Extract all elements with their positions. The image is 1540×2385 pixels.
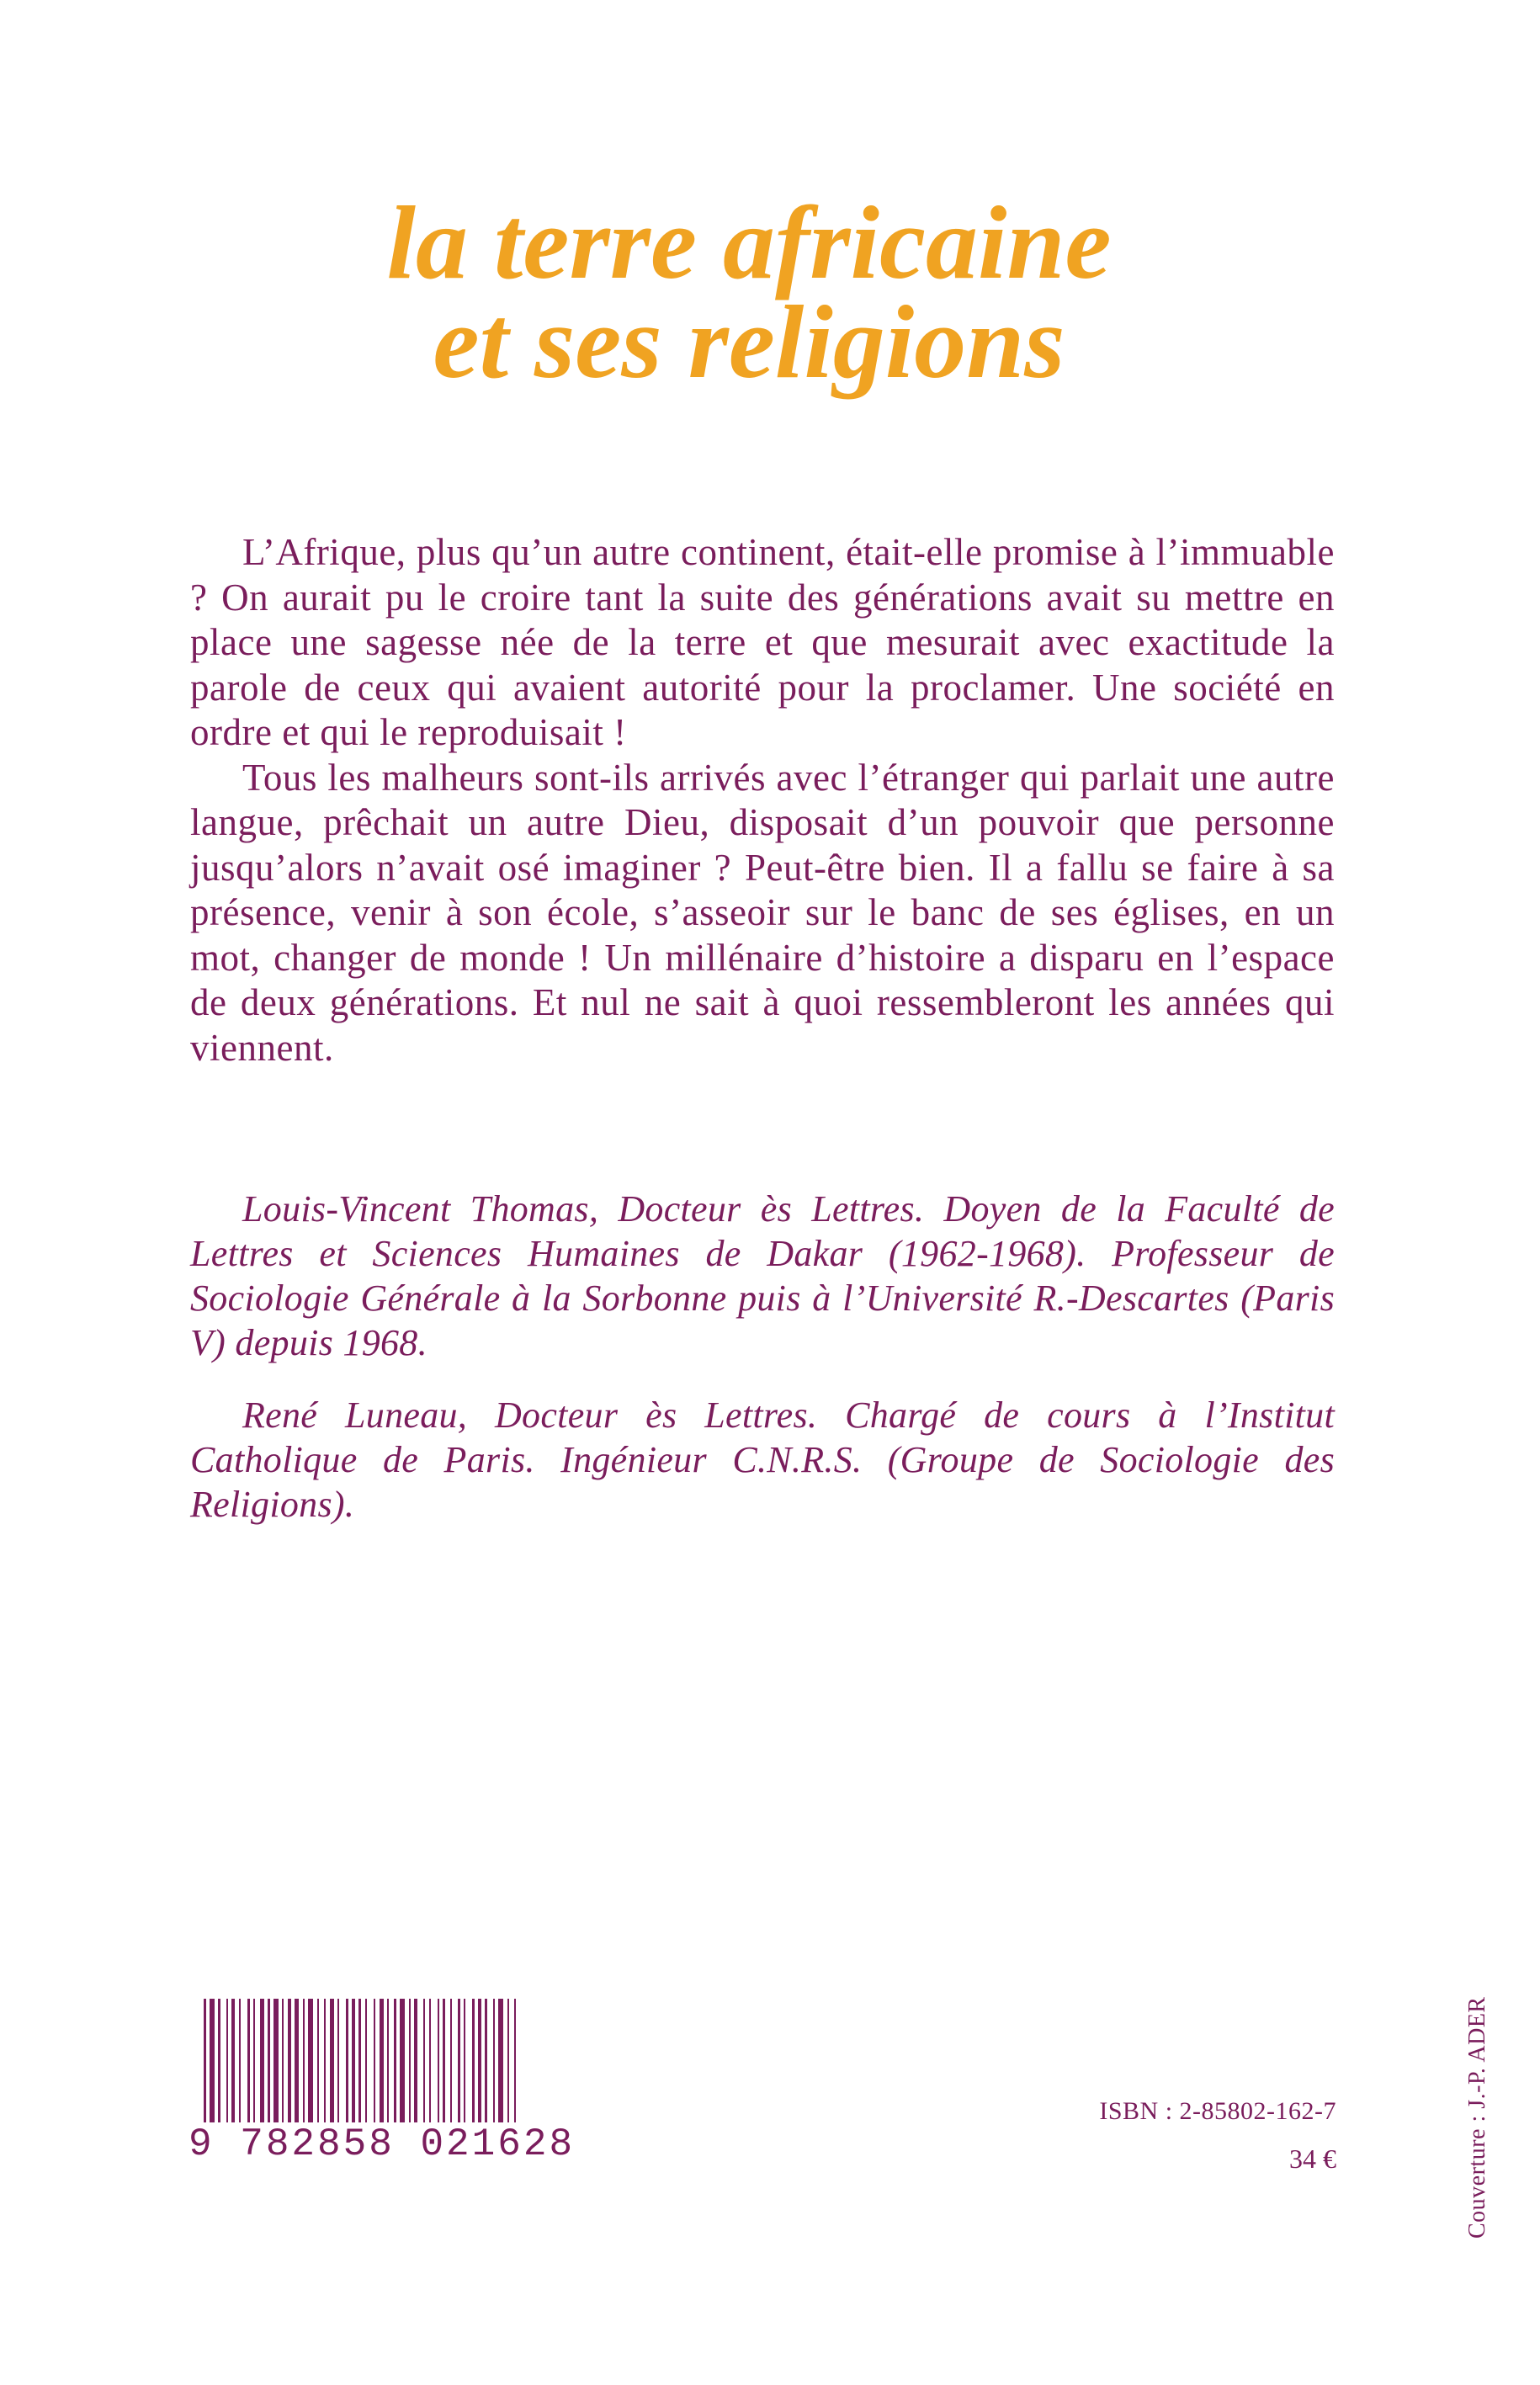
barcode-bar <box>303 1999 305 2125</box>
author-bio-thomas: Louis-Vincent Thomas, Docteur ès Lettres. Doyen de la Faculté de Lettres et Sciences Humaines de Dakar (1962-1968). Professeur de Sociologie Générale à la Sorbonne puis à l’Université R.-Descartes (Paris V) depuis 1968. <box>190 1188 1335 1363</box>
barcode-bar <box>400 1999 405 2125</box>
barcode-bar <box>247 1999 250 2125</box>
barcode-bar <box>308 1999 313 2125</box>
price: 34 € <box>1289 2143 1336 2174</box>
cover-credit: Couverture : J.-P. ADER <box>1464 1996 1490 2239</box>
barcode-bar <box>380 1999 384 2125</box>
barcode-bar <box>317 1999 319 2125</box>
barcode-bar <box>485 1999 487 2125</box>
barcode-digits: 9 782858 021628 <box>189 2122 576 2166</box>
barcode-bar <box>472 1999 475 2125</box>
barcode-bar <box>458 1999 460 2125</box>
barcode-bar <box>282 1999 284 2125</box>
barcode-bar <box>324 1999 326 2125</box>
barcode-bar <box>514 1999 516 2125</box>
description-paragraph-1: L’Afrique, plus qu’un autre continent, était-elle promise à l’immuable ? On aurait pu le croire tant la suite des générations avait su mettre en place une sagesse née de la terre et que mesurait avec exactitude la parole de ceux qui avaient autorité pour la proclamer. Une société en ordre et qui le reproduisait ! <box>190 531 1335 753</box>
barcode-bar <box>493 1999 495 2125</box>
barcode-bar <box>498 1999 503 2125</box>
author-bio-luneau: René Luneau, Docteur ès Lettres. Chargé de cours à l’Institut Catholique de Paris. Ingénieur C.N.R.S. (Groupe de Sociologie des Religions). <box>190 1394 1335 1525</box>
barcode-bar <box>358 1999 361 2125</box>
barcode-bar <box>443 1999 445 2125</box>
barcode-bar <box>346 1999 348 2125</box>
barcode-bar <box>330 1999 334 2125</box>
book-title <box>0 185 1498 400</box>
barcode-bar <box>288 1999 291 2125</box>
barcode-bar <box>450 1999 452 2125</box>
description-paragraph-2: Tous les malheurs sont-ils arrivés avec l’étranger qui parlait une autre langue, prêchait un autre Dieu, disposait d’un pouvoir que personne jusqu’alors n’avait osé imaginer ? Peut-être bien. Il a fallu se faire à sa présence, venir à son école, s’asseoir sur le banc de ses églises, en un mot, changer de monde ! Un millénaire d’histoire a disparu en l’espace de deux générations. Et nul ne sait à quoi ressembleront les années qui viennent. <box>190 756 1335 1069</box>
barcode-bar <box>352 1999 355 2125</box>
barcode-bar <box>295 1999 299 2125</box>
barcode-bar <box>239 1999 241 2125</box>
barcode-bar <box>231 1999 235 2125</box>
description <box>190 530 1335 1070</box>
barcode-bar <box>429 1999 431 2125</box>
barcode-bar <box>387 1999 389 2125</box>
barcode-bar <box>374 1999 375 2125</box>
isbn: ISBN : 2-85802-162-7 <box>1099 2097 1336 2125</box>
barcode-bar <box>260 1999 264 2125</box>
barcode-bar <box>414 1999 417 2125</box>
barcode-bar <box>218 1999 220 2125</box>
barcode-bar <box>337 1999 339 2125</box>
barcode-bar <box>438 1999 439 2125</box>
barcode-bar <box>365 1999 367 2125</box>
book-title-line-1: la terre africaine <box>386 185 1112 300</box>
barcode-bar <box>253 1999 255 2125</box>
barcode-bar <box>273 1999 279 2125</box>
barcode-bar <box>226 1999 228 2125</box>
barcode-bar <box>507 1999 509 2125</box>
book-title-line-2: et ses religions <box>433 284 1065 400</box>
barcode-bar <box>423 1999 425 2125</box>
barcode-bar <box>409 1999 411 2125</box>
barcode-bar <box>464 1999 465 2125</box>
barcode-bar <box>268 1999 270 2125</box>
barcode-bar <box>478 1999 481 2125</box>
